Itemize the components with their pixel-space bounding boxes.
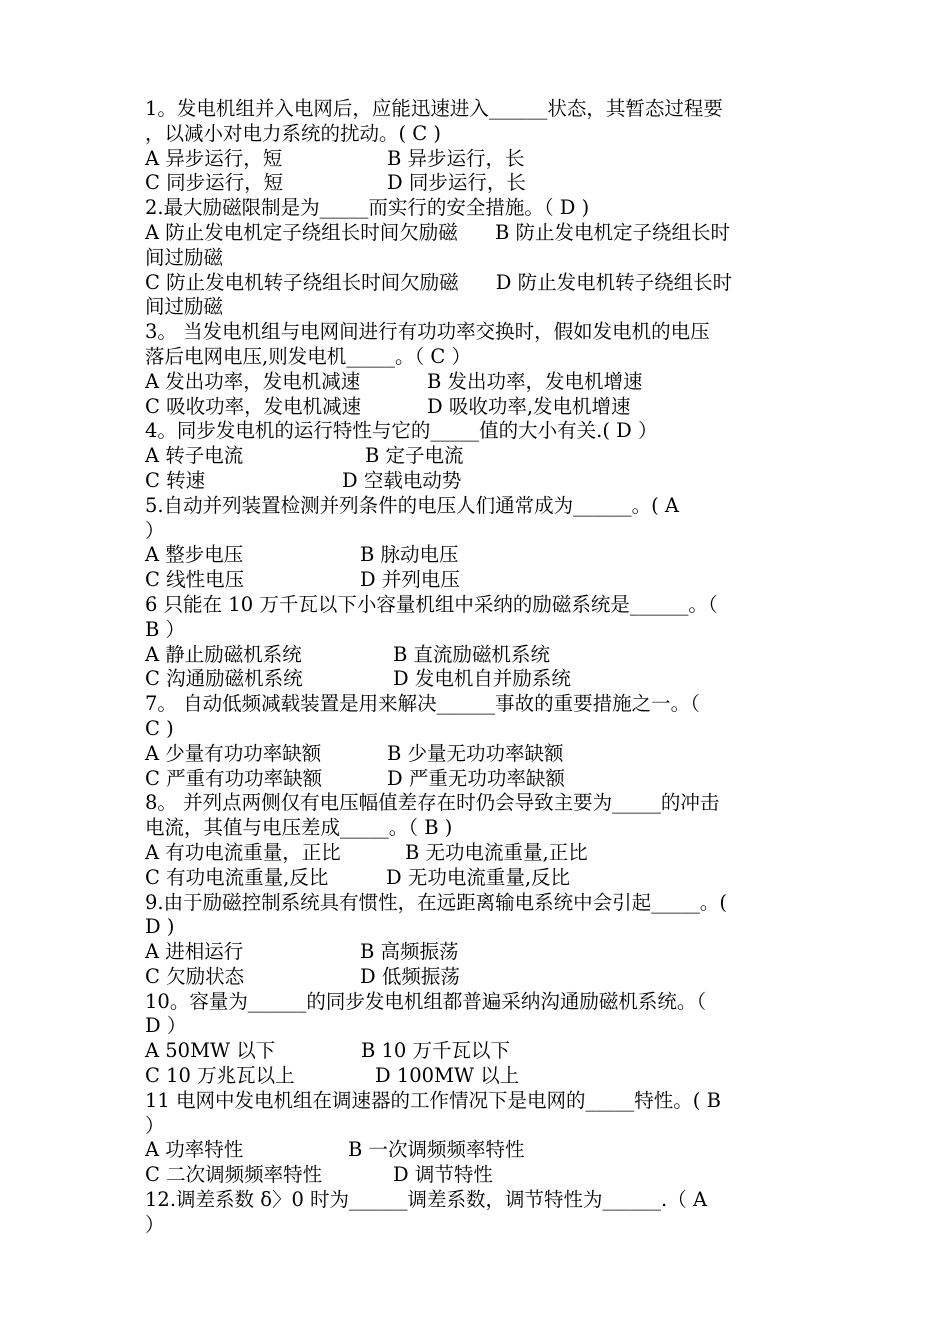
option-b: B 无功电流重量,正比 <box>405 840 588 864</box>
option-c: C 10 万兆瓦以上 <box>145 1064 295 1088</box>
option-c: C 有功电流重量,反比 <box>145 865 329 889</box>
question-text: ） <box>145 1113 165 1137</box>
question-text: 4。同步发电机的运行特性与它的_____值的大小有关.( D ） <box>145 419 658 443</box>
question-5 <box>145 494 808 593</box>
option-row <box>145 841 808 866</box>
question-text: ） <box>145 1212 165 1236</box>
question-text: 7。 自动低频减载装置是用来解决______事故的重要措施之一。（ <box>145 692 700 716</box>
option-line: 间过励磁 <box>145 245 224 269</box>
option-c: C 转速 <box>145 468 206 492</box>
option-line: A 防止发电机定子绕组长时间欠励磁 B 防止发电机定子绕组长时 <box>145 220 731 244</box>
option-b: B 定子电流 <box>365 444 464 468</box>
option-d: D 100MW 以上 <box>375 1064 520 1088</box>
question-text: D ) <box>145 915 175 939</box>
question-text: 6 只能在 10 万千瓦以下小容量机组中采纳的励磁系统是______。（ <box>145 592 718 616</box>
question-1 <box>145 97 808 196</box>
question-text: 11 电网中发电机组在调速器的工作情况下是电网的_____特性。( B <box>145 1088 721 1112</box>
option-b: B 异步运行，长 <box>387 146 525 170</box>
option-row <box>145 965 808 990</box>
document-page <box>145 97 808 1238</box>
question-6 <box>145 593 808 692</box>
option-row <box>145 742 808 767</box>
option-d: D 发电机自并励系统 <box>393 667 571 691</box>
option-b: B 脉动电压 <box>360 543 459 567</box>
option-c: C 同步运行，短 <box>145 171 284 195</box>
question-text: 3。 当发电机组与电网间进行有功功率交换时，假如发电机的电压 <box>145 320 710 344</box>
option-a: A 发出功率，发电机减速 <box>145 369 361 393</box>
question-4 <box>145 419 808 493</box>
option-b: B 直流励磁机系统 <box>393 642 551 666</box>
question-text: 2.最大励磁限制是为_____而实行的安全措施。（ D ) <box>145 196 590 220</box>
option-b: B 发出功率，发电机增速 <box>427 369 643 393</box>
option-row <box>145 767 808 792</box>
question-7 <box>145 692 808 791</box>
option-a: A 转子电流 <box>145 444 244 468</box>
option-a: A 少量有功功率缺额 <box>145 741 322 765</box>
option-row <box>145 147 808 172</box>
option-b: B 高频振荡 <box>360 940 459 964</box>
question-2 <box>145 196 808 320</box>
option-row <box>145 1138 808 1163</box>
option-row <box>145 1064 808 1089</box>
question-11 <box>145 1089 808 1188</box>
option-c: C 严重有功功率缺额 <box>145 766 323 790</box>
option-a: A 静止励磁机系统 <box>145 642 302 666</box>
option-d: D 严重无功功率缺额 <box>387 766 565 790</box>
question-text: ） <box>145 518 165 542</box>
option-a: A 进相运行 <box>145 940 244 964</box>
option-row <box>145 1039 808 1064</box>
option-row <box>145 568 808 593</box>
question-text: 8。 并列点两侧仅有电压幅值差存在时仍会导致主要为_____的冲击 <box>145 791 720 815</box>
question-12 <box>145 1188 808 1238</box>
option-d: D 吸收功率,发电机增速 <box>427 394 631 418</box>
question-text: 1。发电机组并入电网后，应能迅速进入______状态，其暂态过程要 <box>145 97 723 120</box>
option-d: D 无功电流重量,反比 <box>386 865 571 889</box>
question-text: D ） <box>145 1014 187 1038</box>
question-text: 9.由于励磁控制系统具有惯性，在远距离输电系统中会引起_____。( <box>145 890 727 914</box>
option-row <box>145 1163 808 1188</box>
option-b: B 10 万千瓦以下 <box>361 1039 511 1063</box>
option-row <box>145 940 808 965</box>
option-c: C 二次调频频率特性 <box>145 1163 323 1187</box>
question-9 <box>145 891 808 990</box>
option-c: C 欠励状态 <box>145 964 245 988</box>
option-d: D 调节特性 <box>393 1163 493 1187</box>
question-text: 12.调差系数 δ〉0 时为______调差系数，调节特性为______.（ A <box>145 1188 708 1212</box>
option-row <box>145 667 808 692</box>
option-row <box>145 444 808 469</box>
option-line: 间过励磁 <box>145 295 224 319</box>
option-row <box>145 469 808 494</box>
option-c: C 沟通励磁机系统 <box>145 667 303 691</box>
option-a: A 异步运行，短 <box>145 146 283 170</box>
option-row <box>145 370 808 395</box>
option-d: D 空载电动势 <box>342 468 462 492</box>
option-d: D 并列电压 <box>360 568 460 592</box>
question-3 <box>145 320 808 419</box>
question-text: 电流，其值与电压差成_____。（ B ) <box>145 816 453 840</box>
option-b: B 一次调频频率特性 <box>348 1138 525 1162</box>
option-b: B 少量无功功率缺额 <box>387 741 564 765</box>
option-c: C 线性电压 <box>145 568 245 592</box>
question-text: C ) <box>145 716 174 740</box>
option-row <box>145 866 808 891</box>
option-a: A 功率特性 <box>145 1138 244 1162</box>
option-row <box>145 395 808 420</box>
option-row <box>145 643 808 668</box>
question-8 <box>145 791 808 890</box>
question-text: 5.自动并列装置检测并列条件的电压人们通常成为______。( A <box>145 493 679 517</box>
option-d: D 低频振荡 <box>360 964 460 988</box>
option-a: A 50MW 以下 <box>145 1039 276 1063</box>
option-row <box>145 171 808 196</box>
option-line: C 防止发电机转子绕组长时间欠励磁 D 防止发电机转子绕组长时 <box>145 270 733 294</box>
question-text: 落后电网电压,则发电机_____。（ C ） <box>145 344 472 368</box>
option-c: C 吸收功率，发电机减速 <box>145 394 362 418</box>
option-d: D 同步运行，长 <box>387 171 526 195</box>
question-10 <box>145 990 808 1089</box>
question-text: B ） <box>145 617 186 641</box>
question-text: 10。容量为______的同步发电机组都普遍采纳沟通励磁机系统。（ <box>145 989 707 1013</box>
option-row <box>145 543 808 568</box>
question-text: ，以减小对电力系统的扰动。( C ) <box>145 121 442 145</box>
option-a: A 整步电压 <box>145 543 244 567</box>
option-a: A 有功电流重量，正比 <box>145 840 341 864</box>
